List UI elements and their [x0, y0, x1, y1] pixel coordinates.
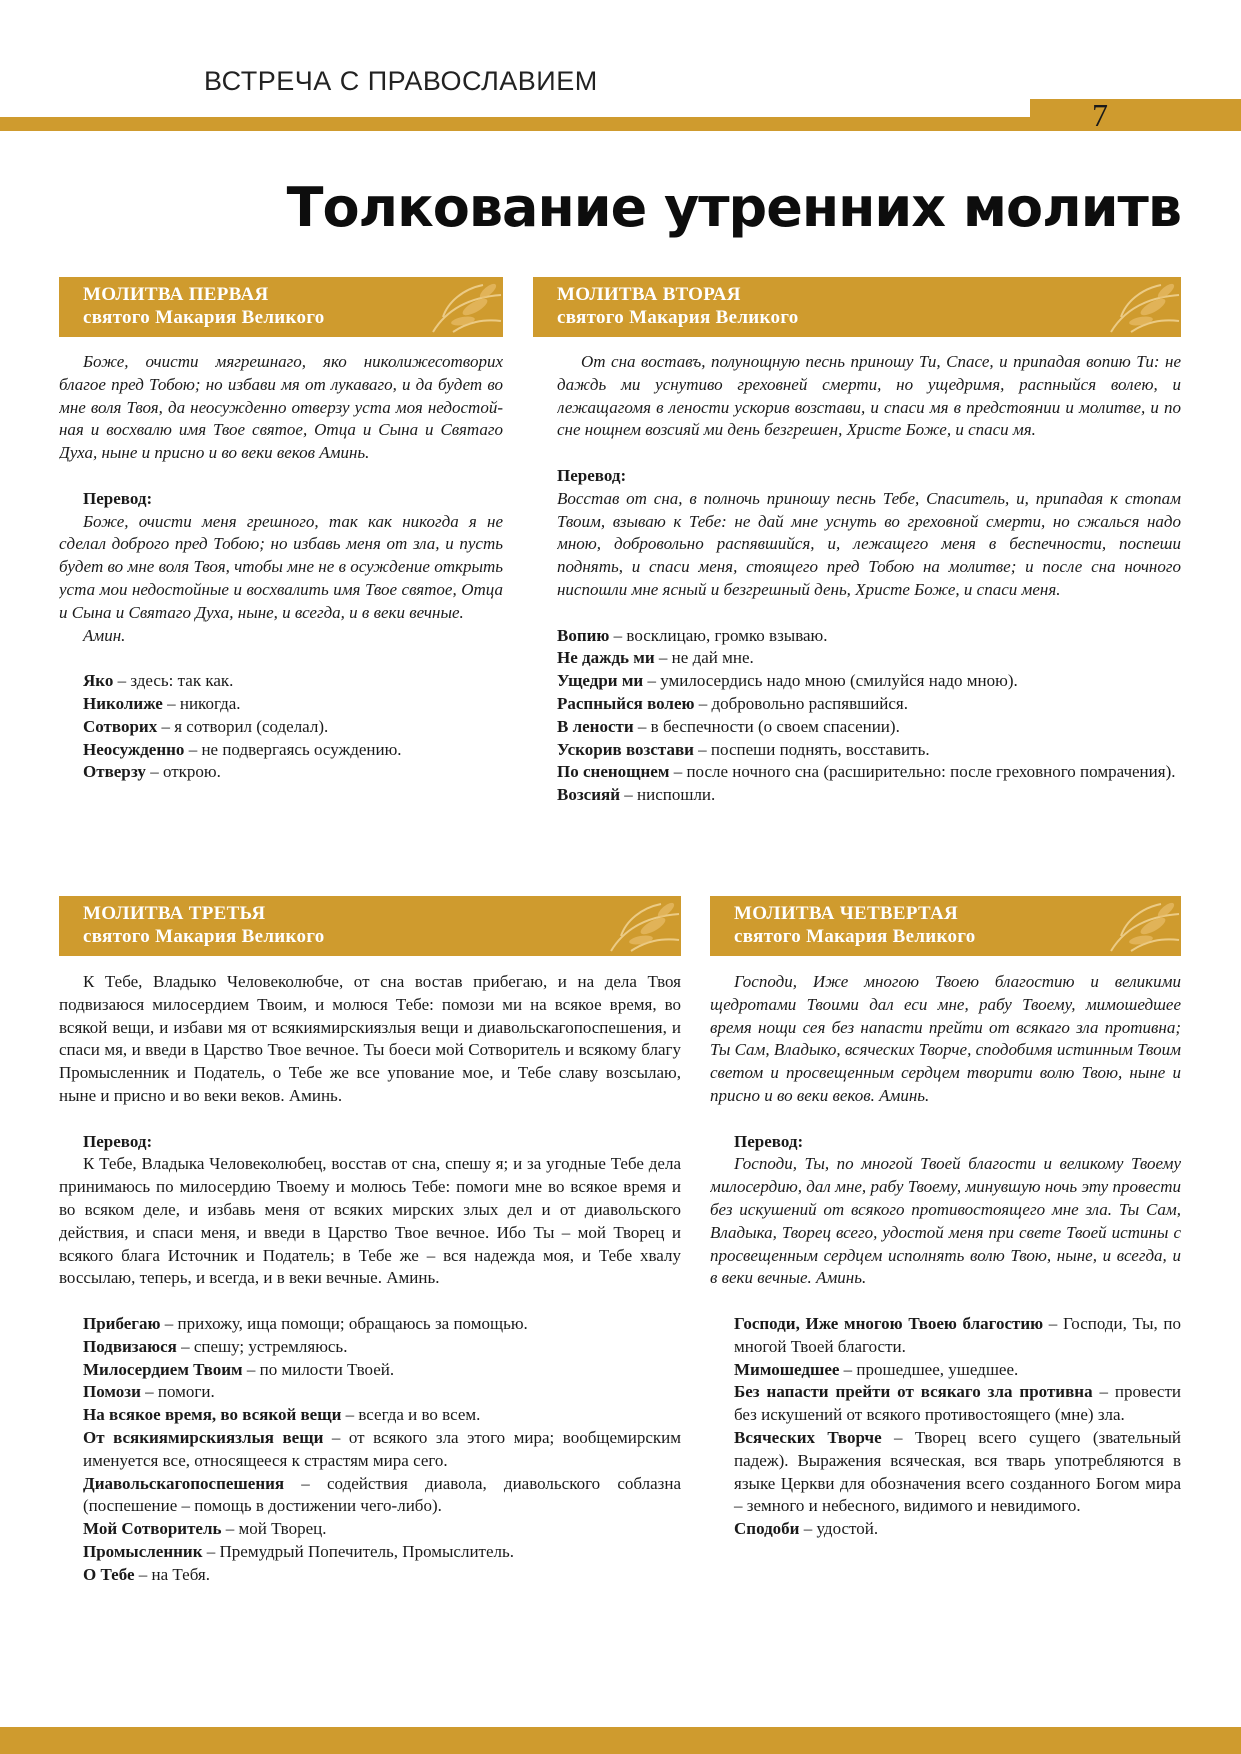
glossary-entry — [59, 1336, 681, 1359]
prayer-2-translation: Восстав от сна, в полночь приношу песнь Тебе, Спаситель, и, припадая к стопам Твоим, взываю к Тебе: не дай мне уснуть во греховной смерти, но сжалься надо мною, добровольно распявшийся, и, лежащего меня в беспечности, поспеши поднять, и спаси меня, стоящего пред Тобою на молитве; и после сна ночного ниспошли мне ясный и безгрешный день, Христе Боже, и спаси меня. — [557, 488, 1181, 599]
glossary-definition: – после ночного сна (расширительно: после греховного помрачения). — [669, 762, 1176, 782]
prayer-3-translation-label: Перевод: — [83, 1131, 153, 1151]
glossary-definition: – Творец всего сущего (звательный падеж). Выражения всяческая, вся тварь употребляются в языке Церкви для обозначения всего созданного Богом мира – земного и небесного, видимого и невидимого. — [734, 1427, 1181, 1516]
glossary-definition: – от всякого зла этого мира; вообщемирским именуется все, относящееся к страстям мира сего. — [83, 1427, 681, 1470]
glossary-term: Милосердием Твоим — [83, 1359, 243, 1379]
glossary-term: Яко — [83, 671, 114, 691]
glossary-term: Господи, Иже многою Твоею благостию — [734, 1313, 1044, 1333]
glossary-entry — [59, 693, 503, 716]
glossary-entry — [59, 716, 503, 739]
glossary-entry — [59, 1427, 681, 1473]
prayer-1-translation: Боже, очисти меня грешного, так как никогда я не сделал доброго пред Тобою; но избавь меня от зла, и пусть будет во мне воля Твоя, чтобы мне не в осуждение открыть уста мои недостойные и восхвалить имя Твое святое, Отца и Сына и Святаго Духа, ныне, и всегда, и в веки вечные. — [59, 511, 503, 622]
glossary-term: Ущедри ми — [557, 671, 644, 691]
glossary-entry — [710, 1381, 1181, 1427]
glossary-term: Сподоби — [734, 1519, 800, 1539]
glossary-entry — [557, 716, 1181, 739]
prayer-1-translation-label: Перевод: — [83, 488, 153, 508]
prayer-1-header — [59, 277, 503, 337]
glossary-definition: – умилосердись надо мною (смилуйся надо мною). — [643, 671, 1018, 691]
glossary-definition: – прихожу, ища помощи; обращаюсь за помощью. — [160, 1313, 528, 1333]
prayer-1-body — [59, 351, 503, 881]
prayer-3-title: МОЛИТВА ТРЕТЬЯ — [83, 903, 266, 924]
glossary-entry — [710, 1427, 1181, 1518]
prayer-2-text: От сна воставъ, полунощную песнь приношу Ти, Спасе, и припадая вопию Ти: не даждь ми уснутиво греховней смерти, но ущедримя, распныйся волею, и лежащагомя в лености ускорив возстави, и спаси мя в предстоянии и молитве, и по сне нощнем возсияй ми день безгрешен, Христе Боже, и спаси мя. — [557, 352, 1181, 440]
glossary-definition: – никогда. — [162, 693, 241, 713]
prayer-3-translation: К Тебе, Владыка Человеколюбец, восстав от сна, спешу я; и за угодные Тебе дела принимаюсь по милосердию Твоему и молюсь Тебе: помоги мне во всякое время и во всяком деле, и избавь меня от всяких мирских злых дел и от диавольского действия, и спаси меня, и введи в Царство Твое вечное. Ибо Ты – мой Творец и всякого блага Источник и Податель; в Тебе же – вся надежда моя, и Тебе хвалу воссылаю, теперь, и всегда, и в веки вечные. Аминь. — [59, 1154, 681, 1288]
glossary-term: Диавольскагопоспешения — [83, 1473, 285, 1493]
prayer-2-author: святого Макария Великого — [557, 307, 799, 328]
leaf-ornament-icon — [413, 277, 503, 337]
glossary-entry — [59, 761, 503, 784]
glossary-entry — [710, 1518, 1181, 1541]
glossary-term: О Тебе — [83, 1564, 135, 1584]
glossary-term: Отверзу — [83, 762, 146, 782]
glossary-definition: – Господи, Ты, по многой Твоей благости. — [734, 1313, 1181, 1356]
glossary-definition: – не дай мне. — [654, 648, 754, 668]
glossary-definition: – поспеши поднять, восставить. — [693, 739, 930, 759]
glossary-definition: – я сотворил (соделал). — [157, 716, 329, 736]
glossary-term: Мимошедшее — [734, 1359, 840, 1379]
glossary-term: На всякое время, во всякой вещи — [83, 1405, 342, 1425]
glossary-term: Помози — [83, 1382, 141, 1402]
glossary-term: Промысленник — [83, 1541, 203, 1561]
prayer-3-header — [59, 896, 681, 956]
glossary-definition: – восклицаю, громко взываю. — [609, 625, 828, 645]
prayer-1-text: Боже, очисти мягрешнаго, яко николижесотворих благое пред Тобою; но избави мя от лукаваго, и да будет во мне воля Твоя, да неосужденно отверзу уста моя недостойная и восхвалю имя Твое святое, Отца и Сына и Святаго Духа, ныне и присно и во веки веков Аминь. — [59, 352, 503, 463]
glossary-term: Не даждь ми — [557, 648, 655, 668]
prayer-1-amen: Амин. — [83, 625, 126, 645]
glossary-definition: – здесь: так как. — [113, 671, 234, 691]
glossary-term: Николиже — [83, 693, 163, 713]
glossary-entry — [710, 1359, 1181, 1382]
glossary-entry — [557, 670, 1181, 693]
prayer-4-title: МОЛИТВА ЧЕТВЕРТАЯ — [734, 903, 959, 924]
prayer-3-body — [59, 971, 681, 1641]
glossary-term: Возсияй — [557, 785, 621, 805]
prayer-3-author: святого Макария Великого — [83, 926, 325, 947]
glossary-definition: – Премудрый Попечитель, Промыслитель. — [202, 1541, 515, 1561]
glossary-term: Без напасти прейти от всякаго зла противна — [734, 1382, 1093, 1402]
glossary-definition: – спешу; устремляюсь. — [176, 1336, 348, 1356]
glossary-entry — [59, 1564, 681, 1587]
glossary-definition: – всегда и во всем. — [341, 1405, 481, 1425]
prayer-2-title: МОЛИТВА ВТОРАЯ — [557, 284, 741, 305]
glossary-definition: – помоги. — [140, 1382, 215, 1402]
prayer-4-header — [710, 896, 1181, 956]
prayer-2-body — [557, 351, 1181, 881]
glossary-entry — [59, 739, 503, 762]
glossary-definition: – ниспошли. — [620, 785, 716, 805]
glossary-definition: – содействия диавола, диавольского соблазна (поспешение – помощь в достижении чего-либо). — [83, 1473, 681, 1516]
glossary-term: От всякиямирскиязлыя вещи — [83, 1427, 324, 1447]
glossary-entry — [59, 1359, 681, 1382]
leaf-ornament-icon — [1091, 896, 1181, 956]
glossary-definition: – на Тебя. — [134, 1564, 211, 1584]
glossary-term: В лености — [557, 716, 634, 736]
prayer-3-glossary — [59, 1313, 681, 1587]
glossary-definition: – добровольно распявшийся. — [694, 693, 909, 713]
glossary-definition: – прошедшее, ушедшее. — [839, 1359, 1019, 1379]
prayer-1-author: святого Макария Великого — [83, 307, 325, 328]
article-title: Толкование утренних молитв — [286, 176, 1181, 239]
glossary-definition: – открою. — [145, 762, 221, 782]
glossary-entry — [710, 1313, 1181, 1359]
prayer-2-header — [533, 277, 1181, 337]
glossary-term: Мой Сотворитель — [83, 1519, 222, 1539]
footer-bar — [0, 1727, 1241, 1754]
glossary-definition: – по милости Твоей. — [242, 1359, 395, 1379]
prayer-2-translation-label: Перевод: — [557, 465, 627, 485]
prayer-4-translation: Господи, Ты, по многой Твоей благости и великому Твоему милосердию, дал мне, рабу Твоему, минувшую ночь эту провести без искушений от всякого противостоящего мне зла. Ты Сам, Владыка, Творец всего, удостой меня при свете Твоей истины с просвещенным сердцем исполнять волю Твою, ныне, и всегда, и в веки вечные. Аминь. — [710, 1154, 1181, 1288]
glossary-entry — [59, 1518, 681, 1541]
glossary-term: Неосужденно — [83, 739, 185, 759]
glossary-term: Прибегаю — [83, 1313, 161, 1333]
glossary-term: Распныйся волею — [557, 693, 695, 713]
prayer-3-text: К Тебе, Владыко Человеколюбче, от сна востав прибегаю, и на дела Твоя подвизаюся милосердием Твоим, и молюся Тебе: помози ми на всякое время, во всякой вещи, и избави мя от всякиямирскиязлыя вещи и диавольскагопоспешения, и спаси мя, и введи в Царство Твое вечное. Ты боеси мой Сотворитель и всякому благу Промысленник и Податель, о Тебе же все упование мое, и Тебе славу возсылаю, ныне и присно и во веки веков. Аминь. — [59, 972, 681, 1105]
prayer-4-translation-label: Перевод: — [734, 1131, 804, 1151]
glossary-term: Всяческих Творче — [734, 1427, 882, 1447]
prayer-4-author: святого Макария Великого — [734, 926, 976, 947]
glossary-term: Вопию — [557, 625, 610, 645]
glossary-term: Подвизаюся — [83, 1336, 177, 1356]
glossary-entry — [59, 1404, 681, 1427]
glossary-entry — [59, 1541, 681, 1564]
magazine-title: ВСТРЕЧА С ПРАВОСЛАВИЕМ — [204, 66, 598, 96]
glossary-term: Ускорив возстави — [557, 739, 694, 759]
glossary-entry — [557, 761, 1181, 784]
prayer-4-glossary — [710, 1313, 1181, 1541]
glossary-definition: – в беспечности (о своем спасении). — [633, 716, 900, 736]
leaf-ornament-icon — [591, 896, 681, 956]
prayer-4-text: Господи, Иже многою Твоею благостию и великими щедротами Твоими дал еси мне, рабу Твоему, мимошедшее время нощи сея без напасти прейти от всякаго зла противна; Ты Сам, Владыко, всяческих Творче, сподобимя истинным Твоим светом и просвещенным сердцем творити волю Твою, ныне и присно и во веки веков. Аминь. — [710, 972, 1181, 1105]
prayer-2-glossary — [557, 625, 1181, 807]
page-number-tab — [1030, 99, 1241, 131]
prayer-1-title: МОЛИТВА ПЕРВАЯ — [83, 284, 269, 305]
glossary-definition: – не подвергаясь осуждению. — [184, 739, 402, 759]
glossary-entry — [557, 693, 1181, 716]
glossary-entry — [557, 784, 1181, 807]
glossary-entry — [557, 647, 1181, 670]
glossary-term: Сотворих — [83, 716, 158, 736]
glossary-entry — [59, 1313, 681, 1336]
glossary-definition: – мой Творец. — [221, 1519, 327, 1539]
glossary-entry — [59, 1381, 681, 1404]
glossary-entry — [59, 1473, 681, 1519]
glossary-entry — [59, 670, 503, 693]
glossary-entry — [557, 739, 1181, 762]
glossary-definition: – провести без искушений от всякого противостоящего (мне) зла. — [734, 1382, 1181, 1425]
glossary-definition: – удостой. — [799, 1519, 879, 1539]
page-number: 7 — [1092, 97, 1108, 133]
leaf-ornament-icon — [1091, 277, 1181, 337]
prayer-4-body — [710, 971, 1181, 1641]
prayer-1-glossary — [59, 670, 503, 784]
glossary-term: По сненощнем — [557, 762, 670, 782]
glossary-entry — [557, 625, 1181, 648]
